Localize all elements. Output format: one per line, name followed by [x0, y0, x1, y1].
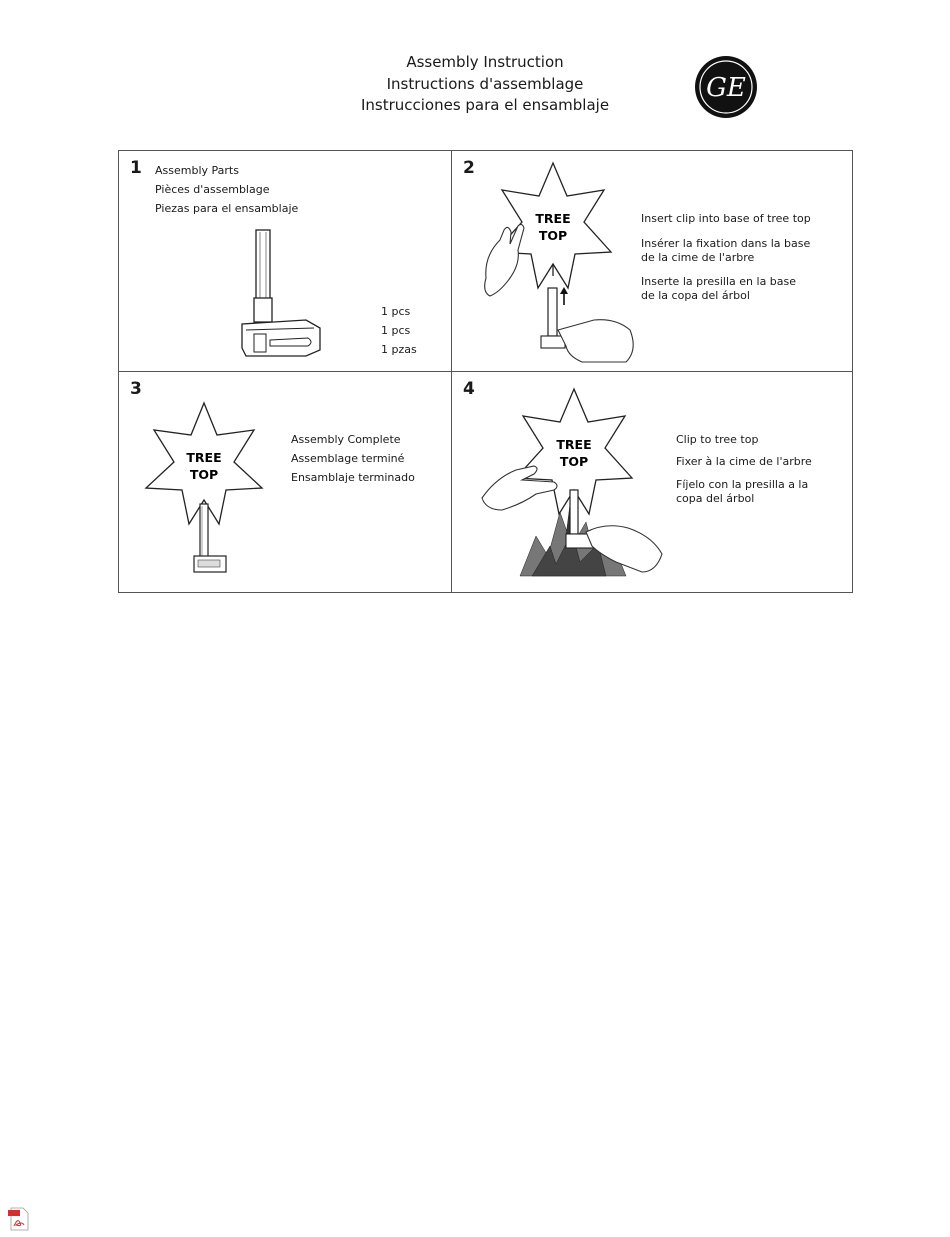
star-text-line-1: TREE: [556, 437, 592, 452]
step-3-line-fr: Assemblage terminé: [291, 452, 405, 465]
step-1-line-fr: Pièces d'assemblage: [155, 183, 270, 196]
grid-divider-horizontal: [118, 371, 853, 372]
step-2-es-line-2: de la copa del árbol: [641, 288, 750, 302]
step-1-line-en: Assembly Parts: [155, 164, 239, 177]
step-4-es-line-2: copa del árbol: [676, 491, 755, 505]
pdf-file-icon[interactable]: [8, 1207, 30, 1231]
step-2-es-line-1: Inserte la presilla en la base: [641, 275, 797, 288]
step-3-illustration: [138, 400, 270, 580]
assembly-parts-illustration: [236, 228, 326, 360]
title-french: Instructions d'assemblage: [386, 74, 584, 93]
step-4-text-en: Clip to tree top: [676, 433, 759, 446]
title-spanish: Instrucciones para el ensamblaje: [360, 96, 610, 114]
ge-logo-icon: [694, 55, 758, 119]
step-2-fr-line-1: Insérer la fixation dans la base: [641, 237, 811, 250]
step-4-number: 4: [463, 379, 475, 399]
star-text-line-2: TOP: [189, 467, 219, 482]
star-text-line-2: TOP: [559, 454, 589, 469]
step-3-line-es: Ensamblaje terminado: [291, 471, 415, 484]
step-2-text-fr: [641, 237, 810, 264]
star-text-line-1: TREE: [186, 450, 222, 465]
step-1-line-es: Piezas para el ensamblaje: [155, 202, 299, 215]
logo-text: GE: [706, 73, 746, 103]
star-text-line-2: TOP: [538, 228, 568, 243]
step-2-text-es: [641, 275, 796, 302]
step-2-number: 2: [463, 158, 475, 178]
step-3-text: [291, 430, 415, 487]
qty-1: 1 pcs: [381, 305, 411, 318]
qty-2: 1 pcs: [381, 324, 411, 337]
step-1-text: [155, 161, 298, 218]
step-4-es-line-1: Fíjelo con la presilla a la: [676, 478, 809, 491]
hand-left-icon: [485, 224, 524, 296]
step-1-quantities: [381, 302, 417, 359]
step-4-text-es: [676, 478, 808, 505]
title-english: Assembly Instruction: [406, 53, 564, 71]
step-2-text-en: Insert clip into base of tree top: [641, 212, 811, 225]
step-4-illustration: [476, 386, 666, 582]
step-3-number: 3: [130, 379, 142, 399]
star-text-line-1: TREE: [535, 211, 571, 226]
document-header: [300, 52, 670, 117]
step-3-line-en: Assembly Complete: [291, 433, 401, 446]
step-2-illustration: [476, 160, 646, 365]
hand-right-icon: [558, 320, 633, 362]
step-4-text-fr: Fixer à la cime de l'arbre: [676, 455, 812, 468]
step-1-number: 1: [130, 158, 142, 178]
qty-3: 1 pzas: [381, 343, 417, 356]
step-2-fr-line-2: de la cime de l'arbre: [641, 250, 755, 264]
